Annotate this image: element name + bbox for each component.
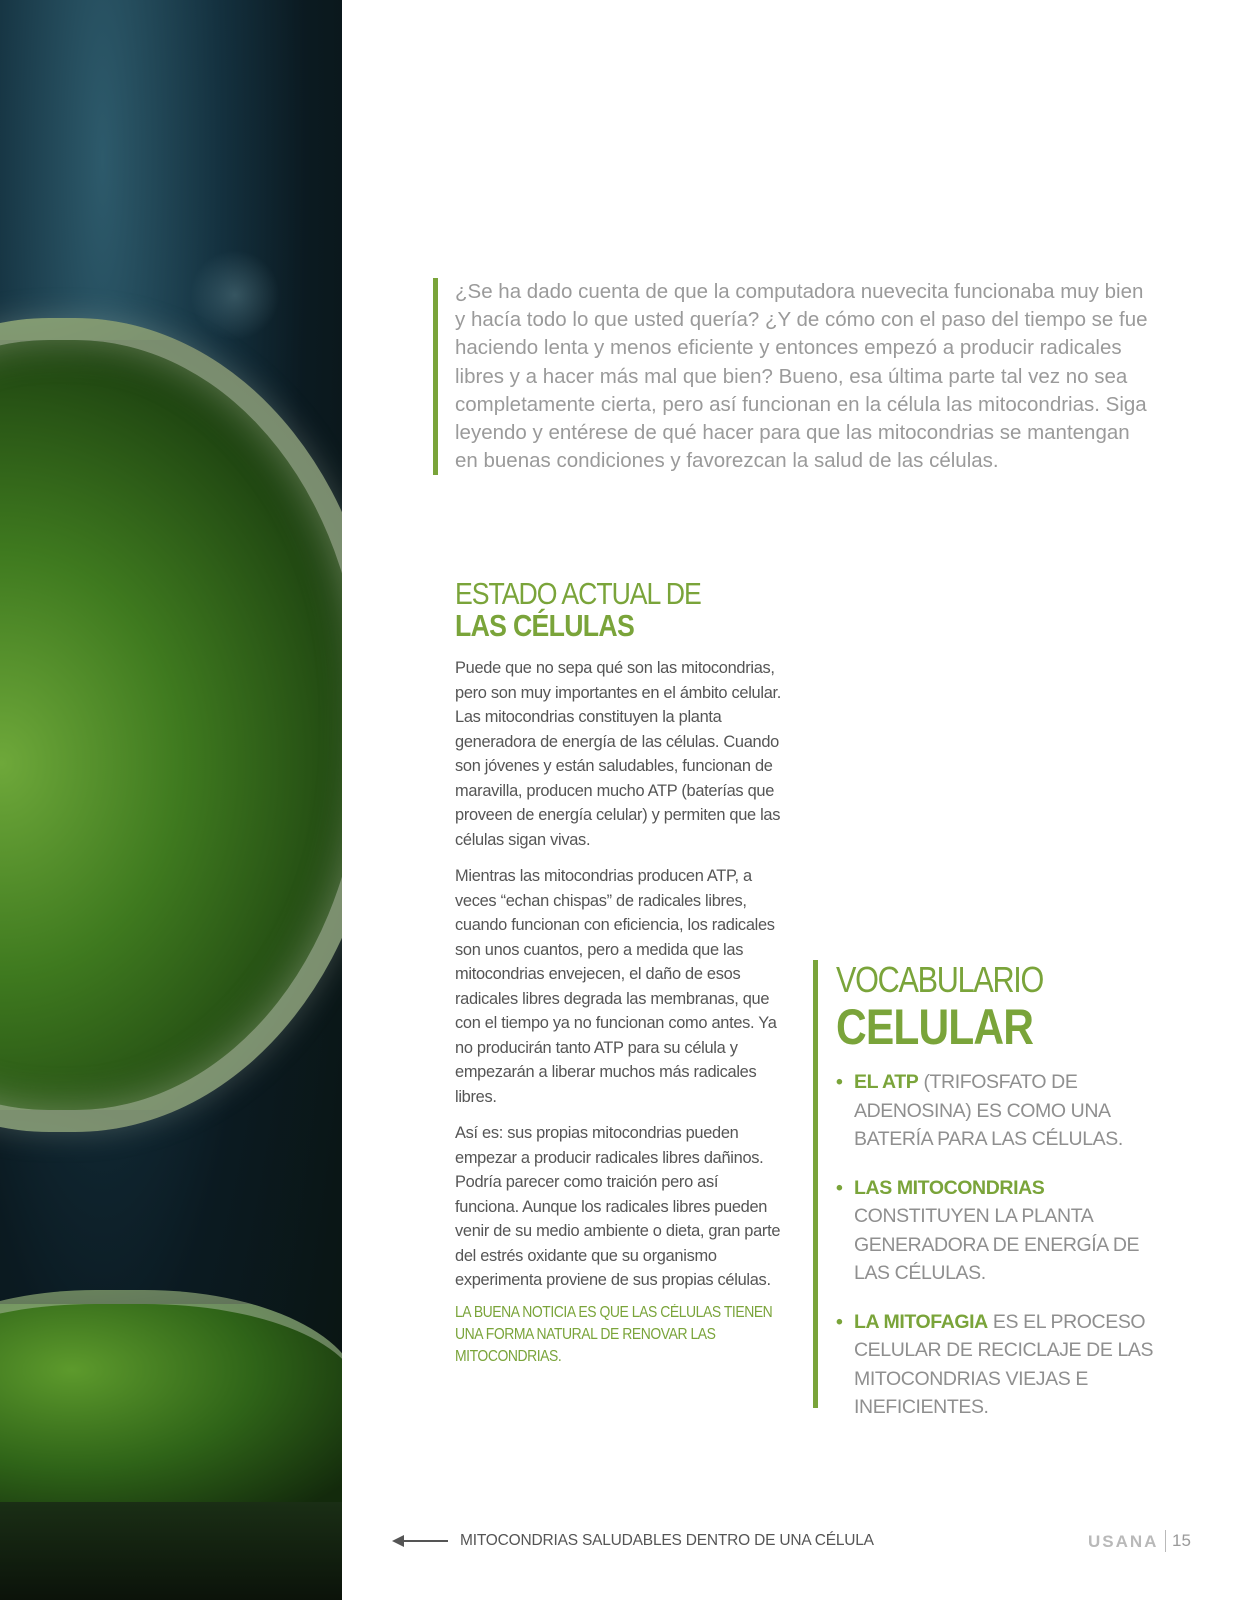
- estado-section: [455, 578, 785, 1368]
- brand-logo: USANA: [1088, 1532, 1159, 1551]
- cell-image: [0, 0, 342, 1600]
- bokeh-light: [190, 250, 280, 340]
- vocab-definition: ES EL PROCESO CELULAR DE RECICLAJE DE LAS MITOCONDRIAS VIEJAS E INEFICIENTES.: [854, 1310, 1154, 1418]
- vocab-heading-light: VOCABULARIO: [836, 959, 1044, 1000]
- intro-block: [433, 278, 1155, 475]
- good-news-callout: LA BUENA NOTICIA ES QUE LAS CÉLULAS TIENEN UNA FORMA NATURAL DE RENOVAR LAS MITOCONDRIAS.: [455, 1303, 773, 1365]
- estado-paragraph: Mientras las mitocondrias producen ATP, a veces “echan chispas” de radicales libres, cuando funcionan con eficiencia, los radicales son unos cuantos, pero a medida que las mitocondrias envejecen, el daño de esos radicales libres degrada las membranas, que con el tiempo ya no funcionan como antes. Ya no producirán tanto ATP para su célula y empezarán a liberar muchos más radicales libres.: [455, 867, 777, 1106]
- cell-membrane: [0, 318, 342, 1132]
- lower-cell: [0, 1290, 342, 1524]
- estado-heading-light: ESTADO ACTUAL DE: [455, 576, 701, 611]
- page-separator: [1165, 1530, 1166, 1552]
- page-number: 15: [1172, 1531, 1191, 1550]
- estado-paragraph: Así es: sus propias mitocondrias pueden empezar a producir radicales libres dañinos. Podría parecer como traición pero así funciona. Aunque los radicales libres pueden venir de su medio ambiente o dieta, gran parte del estrés oxidante que su organismo experimenta proviene de sus propias células.: [455, 1124, 781, 1289]
- bullet-icon: •: [836, 1176, 843, 1199]
- vocab-definition: CONSTITUYEN LA PLANTA GENERADORA DE ENERGÍA DE LAS CÉLULAS.: [854, 1205, 1140, 1284]
- vocab-item: [836, 1174, 1176, 1288]
- vocab-list: [836, 1068, 1176, 1422]
- vocab-definition: (TRIFOSFATO DE ADENOSINA) ES COMO UNA BATERÍA PARA LAS CÉLULAS.: [854, 1071, 1123, 1150]
- bullet-icon: •: [836, 1071, 843, 1093]
- caption-text: MITOCONDRIAS SALUDABLES DENTRO DE UNA CÉLULA: [460, 1532, 874, 1549]
- vocab-item: [836, 1308, 1176, 1422]
- vocab-term: EL ATP: [854, 1071, 919, 1093]
- image-caption: [392, 1530, 874, 1552]
- vocab-term: LA MITOFAGIA: [854, 1310, 988, 1333]
- vocabulary-box: [813, 959, 1176, 1418]
- image-bottom-strip: [0, 1502, 342, 1600]
- vocab-heading-bold: CELULAR: [836, 999, 1034, 1055]
- intro-text: ¿Se ha dado cuenta de que la computadora nuevecita funcionaba muy bien y hacía todo lo que usted quería? ¿Y de cómo con el paso del tiempo se fue haciendo lenta y menos eficiente y entonces empezó a producir radicales libres y a hacer más mal que bien? Bueno, esa última parte tal vez no sea completamente cierta, pero así funcionan en la célula las mitocondrias. Siga leyendo y entérese de qué hacer para que las mitocondrias se mantengan en buenas condiciones y favorezcan la salud de las células.: [455, 280, 1148, 473]
- bullet-icon: •: [836, 1310, 843, 1333]
- estado-heading: [455, 578, 785, 642]
- vocab-item: [836, 1068, 1176, 1154]
- estado-paragraph: Puede que no sepa qué son las mitocondrias, pero son muy importantes en el ámbito celular. Las mitocondrias constituyen la planta generadora de energía de las células. Cuando son jóvenes y están saludables, funcionan de maravilla, producen mucho ATP (baterías que proveen de energía celular) y permiten que las células sigan vivas.: [455, 659, 782, 849]
- vocab-term: LAS MITOCONDRIAS: [854, 1176, 1045, 1199]
- left-arrow-icon: [392, 1535, 448, 1547]
- estado-body: [455, 656, 785, 1293]
- estado-heading-bold: LAS CÉLULAS: [455, 608, 635, 643]
